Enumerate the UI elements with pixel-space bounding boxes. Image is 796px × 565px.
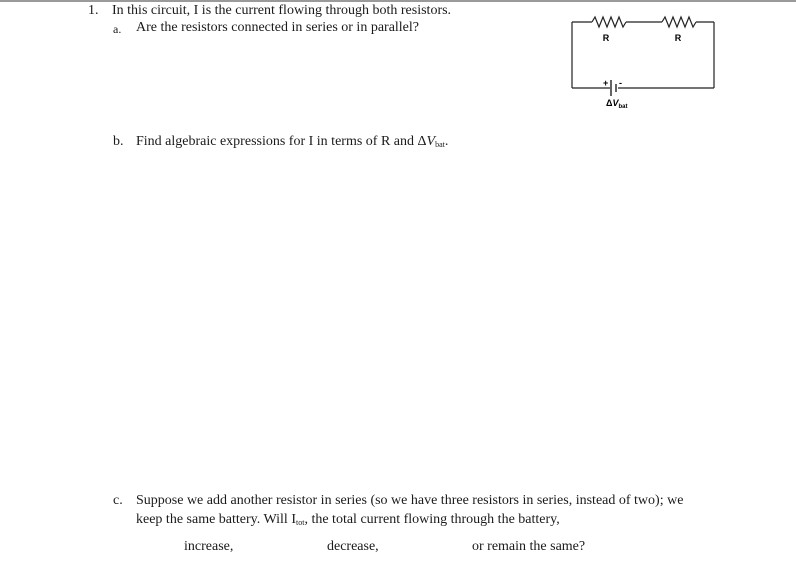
battery-label-var: V bbox=[612, 98, 619, 108]
part-c-line2-text: keep the same battery. Will I bbox=[136, 512, 296, 527]
part-c-label: c. bbox=[113, 493, 123, 508]
part-a-question: Are the resistors connected in series or in parallel? bbox=[136, 20, 420, 35]
part-b-text: Find algebraic expressions for I in terms of R and Δ bbox=[136, 134, 427, 149]
part-b-question bbox=[136, 134, 448, 153]
part-b-subscript: bat bbox=[435, 140, 445, 149]
battery-label-delta: Δ bbox=[606, 98, 613, 108]
choice-remain-same: or remain the same? bbox=[472, 539, 586, 554]
part-b-period: . bbox=[444, 134, 449, 149]
battery-label bbox=[606, 98, 627, 110]
part-c-line2-rest: , the total current flowing through the battery, bbox=[304, 512, 560, 527]
resistor-1-label: R bbox=[602, 33, 610, 43]
resistor-2-label: R bbox=[674, 33, 682, 43]
problem-intro: In this circuit, I is the current flowing through both resistors. bbox=[112, 3, 452, 18]
top-rule bbox=[0, 0, 796, 2]
part-b-label: b. bbox=[113, 134, 124, 149]
problem-number: 1. bbox=[88, 3, 99, 18]
resistor-1-zigzag bbox=[592, 17, 626, 27]
part-c-line2 bbox=[136, 512, 560, 531]
battery-minus-sign: - bbox=[619, 78, 622, 88]
choice-decrease: decrease, bbox=[327, 539, 379, 554]
choice-increase: increase, bbox=[184, 539, 234, 554]
part-a-label: a. bbox=[113, 22, 122, 36]
part-b-variable: V bbox=[426, 134, 436, 149]
battery-label-sub: bat bbox=[618, 104, 628, 110]
part-c-line1: Suppose we add another resistor in series (so we have three resistors in series, instead of two); we bbox=[136, 493, 684, 508]
circuit-diagram bbox=[568, 10, 728, 115]
battery-plus-sign: + bbox=[603, 78, 609, 88]
resistor-2-zigzag bbox=[662, 17, 696, 27]
part-c-subscript: tot bbox=[296, 518, 305, 527]
